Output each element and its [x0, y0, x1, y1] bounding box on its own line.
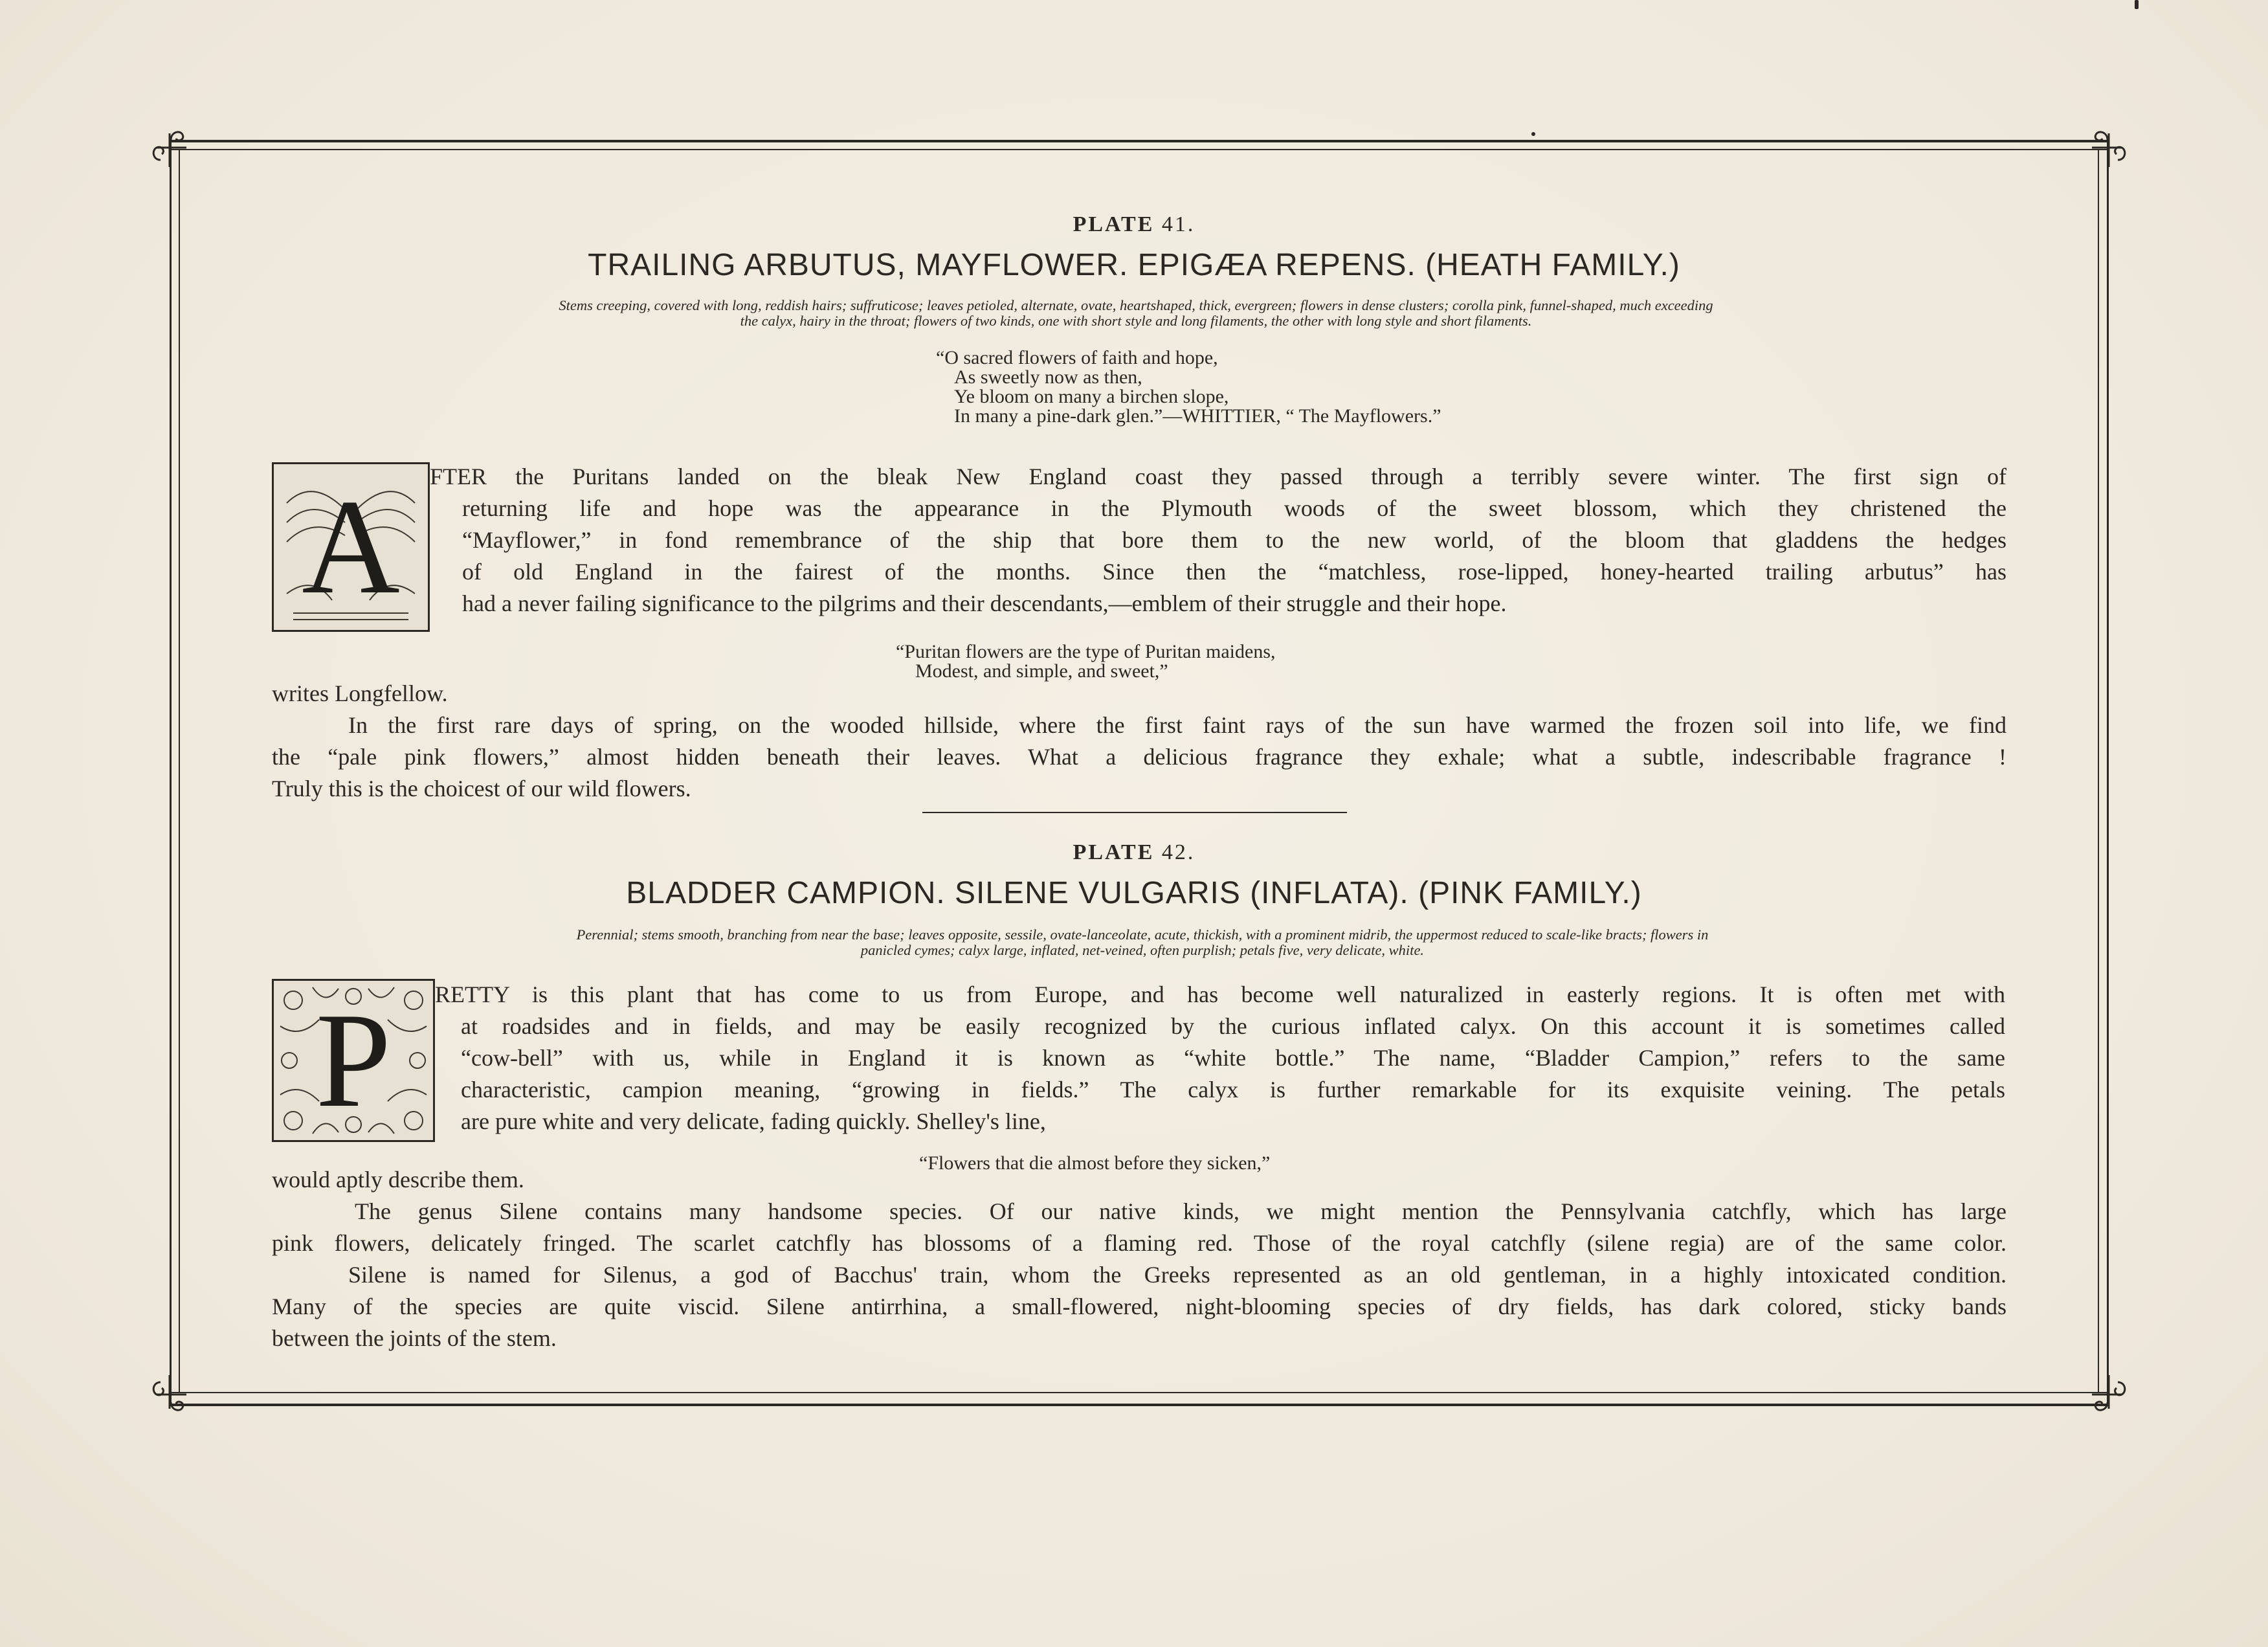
- section-divider: [922, 812, 1347, 813]
- corner-ornament-icon: [148, 124, 193, 170]
- paragraph-line: FTER the Puritans landed on the bleak New England coast they passed through a terribly severe winter. The first sign of: [430, 464, 2007, 489]
- paragraph-line: The genus Silene contains many handsome species. Of our native kinds, we might mention the Pennsylvania catchfly, which has large: [355, 1198, 2007, 1224]
- plate-41-second-paragraph: [272, 710, 2007, 805]
- poem-line: As sweetly now as then,: [954, 366, 1142, 388]
- plate-41-longfellow-quote: [896, 642, 1276, 681]
- dropcap-a: [272, 462, 430, 632]
- description-line: the calyx, hairy in the throat; flowers of two kinds, one with short style and long filaments, the other with long style and short filaments.: [740, 313, 1532, 329]
- paragraph-line: pink flowers, delicately fringed. The scarlet catchfly has blossoms of a flaming red. Those of the royal catchfly (silene regia) are of the same color.: [272, 1230, 2007, 1256]
- paper-speck: [1531, 132, 1535, 136]
- dropcap-letter: A: [302, 472, 400, 622]
- corner-ornament-icon: [2085, 124, 2131, 170]
- paper-speck: [2135, 0, 2139, 9]
- plate-41-label: [0, 212, 2268, 237]
- plate-42-second-paragraph: [272, 1196, 2007, 1259]
- paragraph-line: characteristic, campion meaning, “growing in fields.” The calyx is further remarkable for its exquisite veining. The petals: [461, 1077, 2005, 1103]
- poem-line: In many a pine-dark glen.”—WHITTIER, “ The Mayflowers.”: [954, 405, 1441, 427]
- paragraph-line: at roadsides and in fields, and may be easily recognized by the curious inflated calyx. On this account it is sometimes called: [461, 1013, 2005, 1039]
- paragraph-line: between the joints of the stem.: [272, 1325, 557, 1351]
- plate-42-label: [0, 840, 2268, 865]
- border-rule-top: [170, 149, 2109, 150]
- plate-42-attribution: [272, 1164, 2007, 1196]
- plate-41-attribution: [272, 678, 2007, 710]
- paragraph-line: had a never failing significance to the pilgrims and their descendants,—emblem of their struggle and their hope.: [462, 590, 1507, 616]
- dropcap-p: [272, 979, 435, 1142]
- plate-41-poem: [936, 348, 1441, 426]
- quote-line: Modest, and simple, and sweet,”: [915, 660, 1168, 682]
- corner-ornament-icon: [2085, 1372, 2131, 1418]
- border-rule-left: [170, 140, 172, 1404]
- quote-line: “Puritan flowers are the type of Puritan maidens,: [896, 641, 1276, 662]
- plate-42-shelley-quote: “Flowers that die almost before they sicken,”: [919, 1152, 1271, 1174]
- plate-42-word: PLATE: [1073, 840, 1155, 864]
- border-rule-right: [2107, 140, 2109, 1404]
- paragraph-line: of old England in the fairest of the months. Since then the “matchless, rose-lipped, honey-hearted trailing arbutus” has: [462, 559, 2007, 585]
- plate-42-description: [324, 927, 1961, 958]
- paragraph-line: would aptly describe them.: [272, 1167, 524, 1193]
- plate-42-first-paragraph: [435, 979, 2005, 1137]
- dropcap-letter: P: [315, 985, 392, 1136]
- plate-41-first-paragraph: [430, 461, 2007, 620]
- description-line: Stems creeping, covered with long, reddish hairs; suffruticose; leaves petioled, alternate, ovate, heartshaped, thick, evergreen; flowers in dense clusters; corolla pink, funnel-shaped, much exceeding: [559, 297, 1713, 313]
- corner-ornament-icon: [148, 1372, 193, 1418]
- paragraph-line: the “pale pink flowers,” almost hidden beneath their leaves. What a delicious fragrance they exhale; what a subtle, indescribable fragrance !: [272, 744, 2007, 770]
- border-rule-bottom: [170, 1392, 2109, 1393]
- paragraph-line: RETTY is this plant that has come to us from Europe, and has become well naturalized in easterly regions. It is often met with: [435, 981, 2005, 1007]
- paragraph-line: “Mayflower,” in fond remembrance of the ship that bore them to the new world, of the bloom that gladdens the hedges: [462, 527, 2007, 553]
- paragraph-line: Silene is named for Silenus, a god of Bacchus' train, whom the Greeks represented as an old gentleman, in a highly intoxicated condition.: [348, 1262, 2007, 1288]
- border-rule-right-inner: [2098, 149, 2099, 1393]
- plate-41-heading: TRAILING ARBUTUS, MAYFLOWER. EPIGÆA REPENS. (HEATH FAMILY.): [588, 248, 1680, 282]
- paragraph-line: returning life and hope was the appearance in the Plymouth woods of the sweet blossom, which they christened the: [462, 495, 2007, 521]
- plate-41-number: 41.: [1161, 212, 1195, 236]
- plate-41-description: [317, 298, 1955, 329]
- poem-line: “O sacred flowers of faith and hope,: [936, 347, 1218, 368]
- paragraph-line: Many of the species are quite viscid. Silene antirrhina, a small-flowered, night-blooming species of dry fields, has dark colored, sticky bands: [272, 1294, 2007, 1319]
- paragraph-line: In the first rare days of spring, on the wooded hillside, where the first faint rays of the sun have warmed the frozen soil into life, we find: [348, 712, 2007, 738]
- border-rule-left-inner: [179, 149, 180, 1393]
- description-line: panicled cymes; calyx large, inflated, net-veined, often purplish; petals five, very delicate, white.: [860, 942, 1425, 958]
- paragraph-line: Truly this is the choicest of our wild flowers.: [272, 776, 691, 801]
- plate-41-word: PLATE: [1073, 212, 1155, 236]
- paragraph-line: “cow-bell” with us, while in England it is known as “white bottle.” The name, “Bladder Campion,” refers to the same: [461, 1045, 2005, 1071]
- plate-42-heading: BLADDER CAMPION. SILENE VULGARIS (INFLATA). (PINK FAMILY.): [626, 876, 1642, 910]
- plate-42-third-paragraph: [272, 1259, 2007, 1354]
- paragraph-line: writes Longfellow.: [272, 680, 448, 706]
- description-line: Perennial; stems smooth, branching from near the base; leaves opposite, sessile, ovate-lanceolate, acute, thickish, with a prominent midrib, the uppermost reduced to scale-like bracts; flowers in: [576, 926, 1709, 943]
- paragraph-line: are pure white and very delicate, fading quickly. Shelley's line,: [461, 1108, 1046, 1134]
- poem-line: Ye bloom on many a birchen slope,: [954, 386, 1229, 407]
- plate-42-number: 42.: [1161, 840, 1195, 864]
